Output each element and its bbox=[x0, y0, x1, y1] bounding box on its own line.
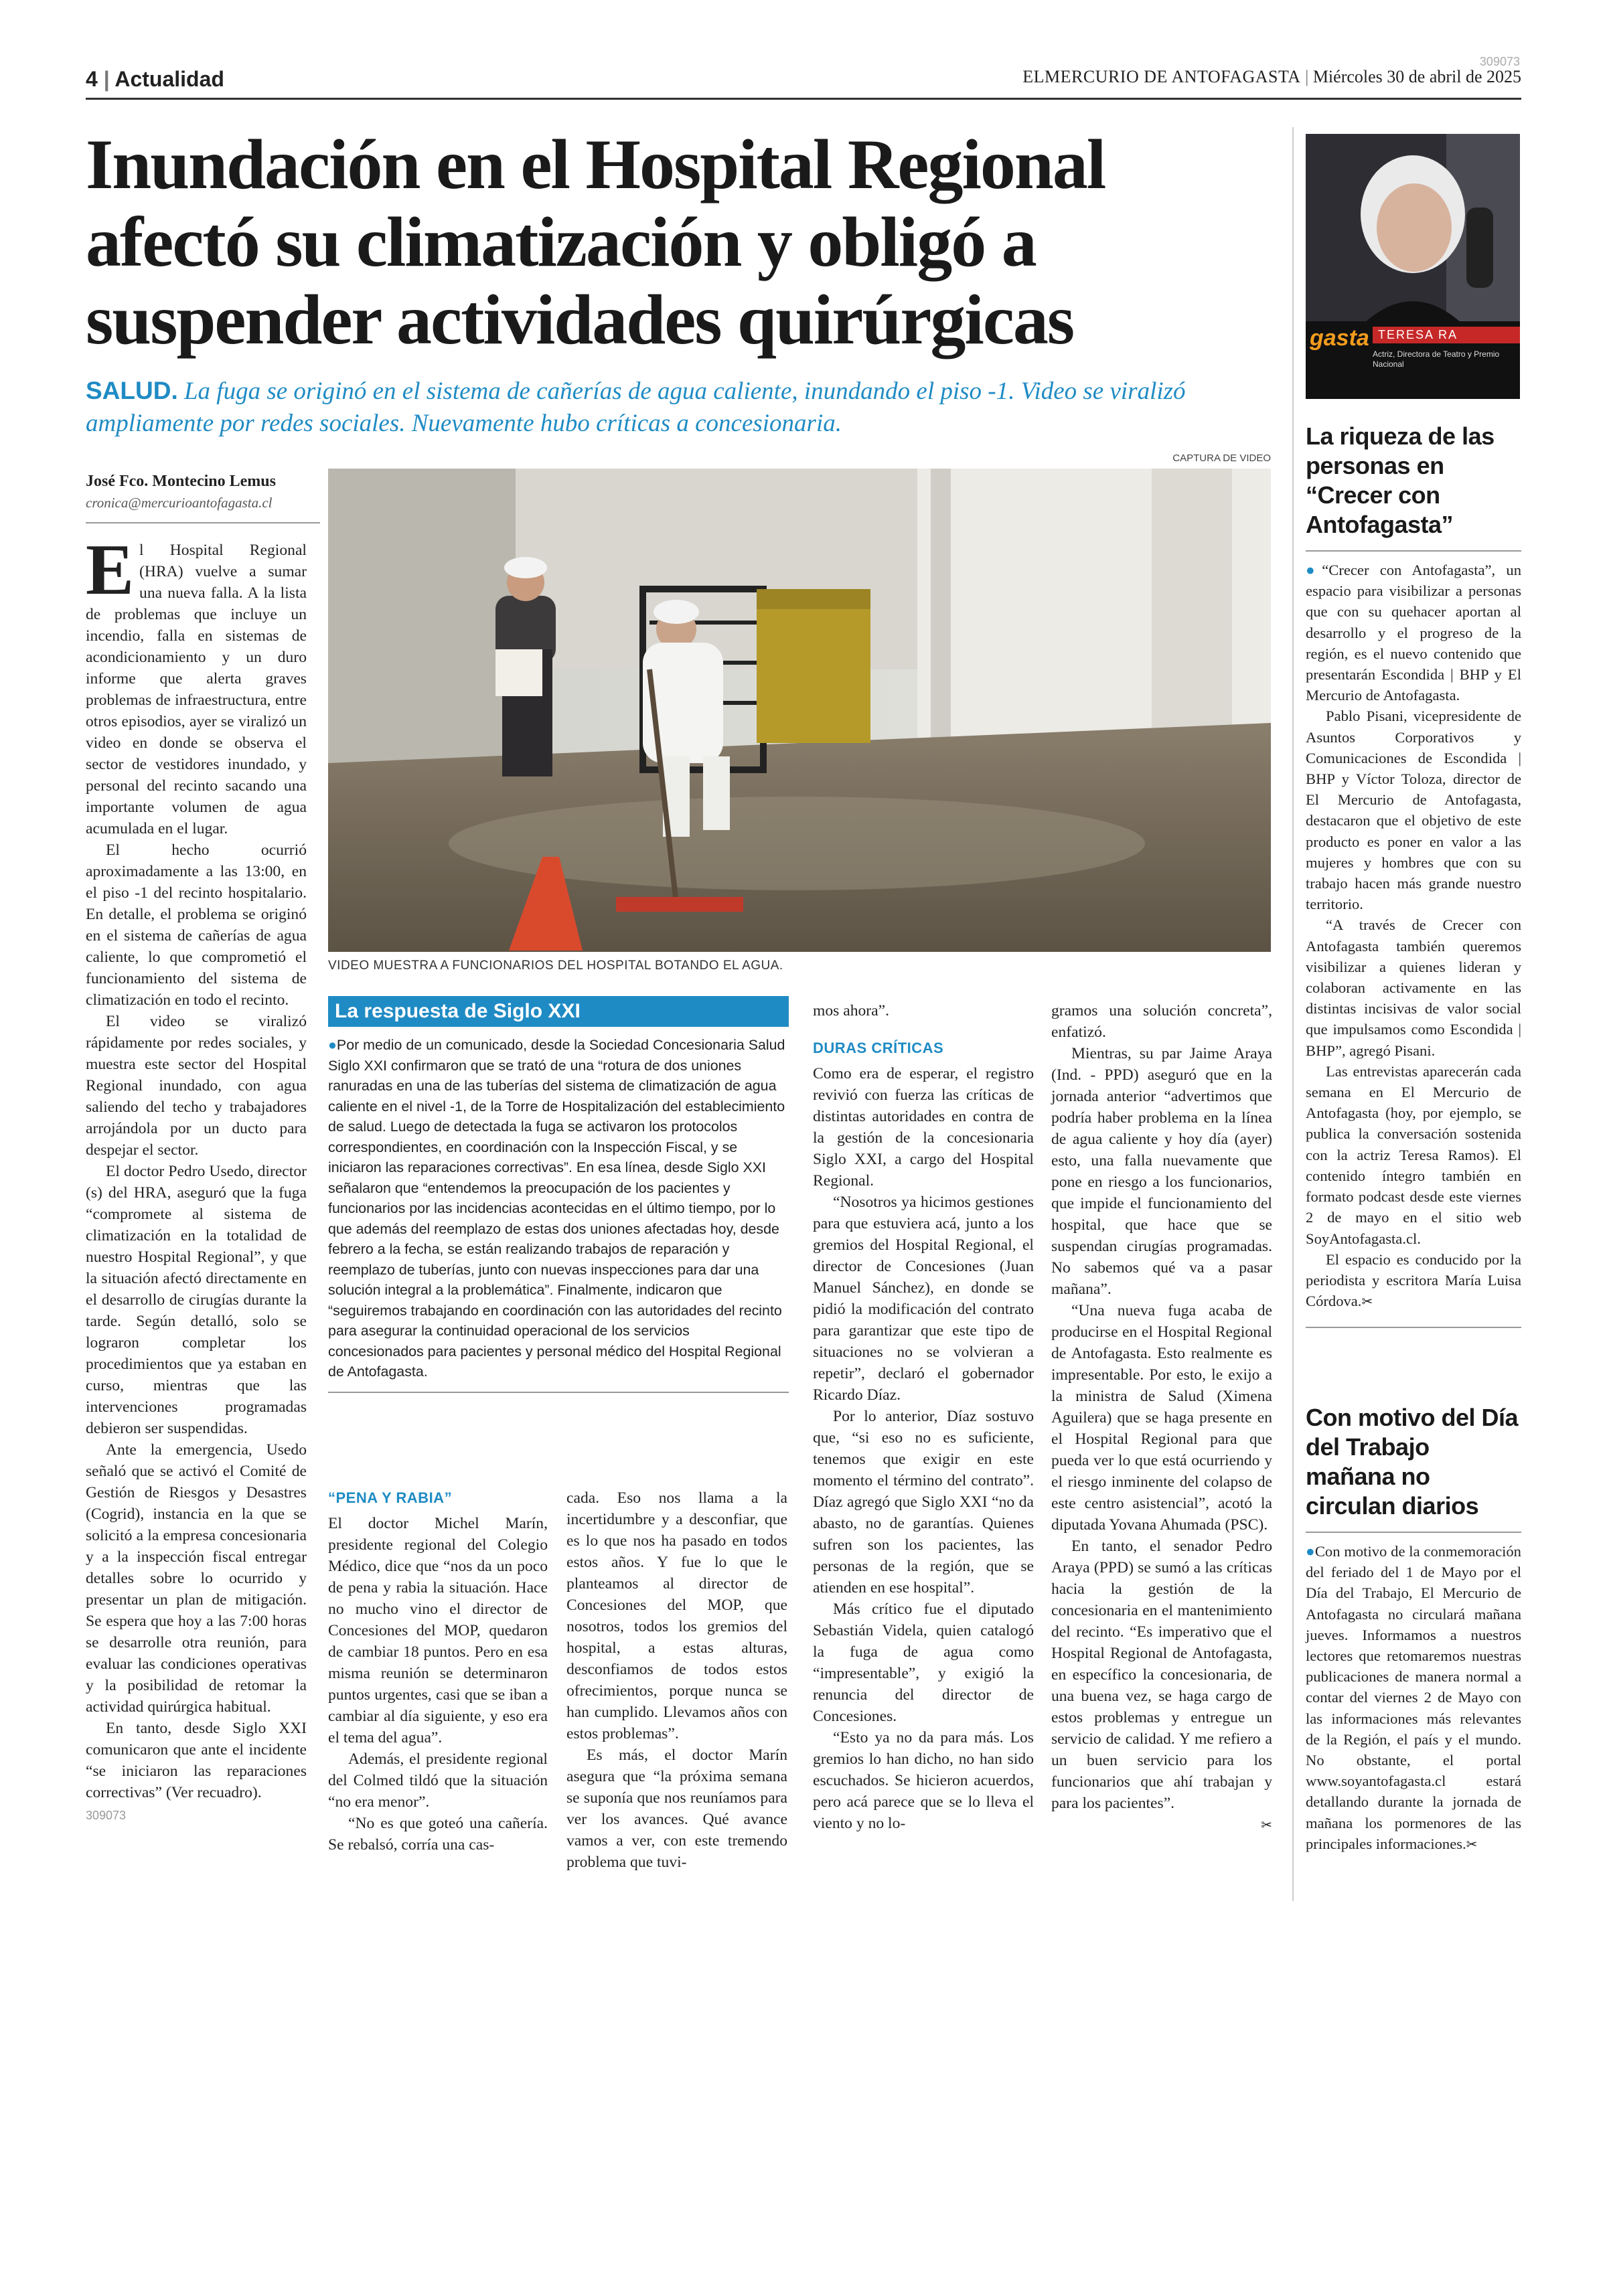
sidebar-story-1-title: La riqueza de las personas en “Crecer con Antofagasta” bbox=[1306, 422, 1495, 538]
promo-portrait bbox=[1306, 134, 1520, 399]
col2-paragraph-1: El doctor Michel Marín, presidente regional del Colegio Médico, dice que “nos da un poco de pena y rabia la situación. Hace no mucho vino el director de Concesiones del MOP, quedaron de cambiar 18 puntos. Pero en esa misma reunión se determinaron puntos urgentes, casi que se iban a cambiar al día siguiente, y eso era el tema del agua”. bbox=[328, 1515, 548, 1746]
end-mark-icon: ✂ bbox=[1261, 1817, 1272, 1833]
col2-paragraph-2: Además, el presidente regional del Colmed tildó que la situación “no era menor”. bbox=[328, 1750, 548, 1811]
page-folio: 4 | Actualidad bbox=[86, 67, 224, 91]
byline-rule bbox=[86, 522, 320, 523]
column-code: 309073 bbox=[86, 1809, 127, 1822]
article-column-1 bbox=[86, 530, 307, 1826]
article-column-5 bbox=[1051, 1000, 1272, 1835]
col1-paragraph-5: Ante la emergencia, Usedo señaló que se activó el Comité de Gestión de Riesgos y Desastres (Cogrid), instancia en la que se solicitó a la empresa concesionaria y a la inspección fiscal entregar detalles sobre lo ocurrido y presentar un plan de mitigación. Se espera que hoy a las 7:00 horas se desarrolle otra reunión, para evaluar las condiciones operativas y la posibilidad de retomar la actividad quirúrgica habitual. bbox=[86, 1441, 307, 1716]
sidebar-story-crecer bbox=[1306, 422, 1521, 1328]
publication-name: ELMERCURIO DE ANTOFAGASTA bbox=[1022, 67, 1301, 86]
section-name: Actualidad bbox=[114, 67, 224, 91]
col1-paragraph-3: El video se viralizó rápidamente por redes sociales, y muestra este sector del Hospital Regional inundado, con agua saliendo del techo y trabajadores arrojándola por un ducto para despejar el sector. bbox=[86, 1013, 307, 1159]
sidebar-story-dia-del-trabajo bbox=[1306, 1403, 1521, 1855]
issue-date: Miércoles 30 de abril de 2025 bbox=[1312, 67, 1521, 86]
col2-paragraph-3: “No es que goteó una cañería. Se rebalsó, corría una cas- bbox=[328, 1815, 548, 1854]
end-mark-icon: ✂ bbox=[1361, 1293, 1373, 1310]
sidebar-story-1-body: ●“Crecer con Antofagasta”, un espacio para visibilizar a personas que con su quehacer aportan al desarrollo y el progreso de la región, es el nuevo contenido que presentarán Escondida | BHP y El Mercurio de Antofagasta. Pablo Pisani, vicepresidente de Asuntos Corporativos y Comunicaciones de Escondida | BHP y Víctor Toloza, director de El Mercurio de Antofagasta, destacaron que el objetivo de este producto es poner en valor a las mujeres y hombres que con su trabajo hacen más grande nuestro territorio. “A través de Crecer con Antofagasta también queremos visibilizar a quienes lideran y colaboran activamente en las distintas incisivas de valor social que impulsamos como Escondida | BHP”, agregó Pisani. Las entrevistas aparecerán cada semana en El Mercurio de Antofagasta (hoy, por ejemplo, se publica la conversación sostenida con la actriz Teresa Ramos). El contenido íntegro también en formato podcast desde este viernes 2 de mayo en el sitio web SoyAntofagasta.cl. El espacio es conducido por la periodista y escritora María Luisa Córdova.✂ bbox=[1306, 562, 1522, 1310]
promo-caption: Actriz, Directora de Teatro y Premio Nacional bbox=[1373, 349, 1500, 369]
box-paragraph: Por medio de un comunicado, desde la Sociedad Concesionaria Salud Siglo XXI confirmaron que se trató de una “rotura de dos uniones ranuradas en una de las tuberías del sistema de climatización de agua caliente en el nivel -1, de la Torre de Hospitalización del establecimiento de salud. Luego de detectada la fuga se activaron los protocolos correspondientes, en coordinación con la Inspección Fiscal, y se iniciaron las reparaciones correctivas”. En esa línea, desde Siglo XXI señalaron que “entendemos la preocupación de los pacientes y funcionarios por las incidencias acontecidas en el último tiempo, por lo que además del reemplazo de estas dos uniones afectadas hoy, desde febrero a la fecha, se están realizando trabajos de reparación y reemplazo de tuberías, junto con nuevas inspecciones para dar una solución integral a la problemática”. Finalmente, indicaron que “seguiremos trabajando en coordinación con las autoridades del recinto para asegurar la continuidad operacional de los servicios concesionados para pacientes y personal médico del Hospital Regional de Antofagasta. bbox=[328, 1037, 785, 1380]
col5-paragraph-3: En tanto, el senador Pedro Araya (PPD) se sumó a las críticas hacia la gestión de la concesionaria en el mantenimiento del recinto. “Es imperativo que el Hospital Regional de Antofagasta, en específico la concesionaria, de una buena vez, se haga cargo de estos problemas y entregue un servicio de calidad. Y me refiero a un buen servicio para los funcionarios que ahí trabajan y para los pacientes”. bbox=[1051, 1538, 1272, 1812]
col5-continuation: gramos una solución concreta”, enfatizó. bbox=[1051, 1002, 1272, 1041]
box-title: La respuesta de Siglo XXI bbox=[328, 996, 789, 1027]
col1-paragraph-6: En tanto, desde Siglo XXI comunicaron que ante el incidente “se iniciaron las reparaciones correctivas” (Ver recuadro). bbox=[86, 1720, 307, 1801]
subhead-pena-y-rabia: “PENA Y RABIA” bbox=[328, 1489, 453, 1506]
col4-paragraph-3: Por lo anterior, Díaz sostuvo que, “si eso no es suficiente, tenemos que exigir en este momento el término del contrato”. Díaz agregó que Siglo XXI “no da abasto, no de garantías. Quienes sufren son los pacientes, las personas de la región, que se atienden en ese hospital”. bbox=[813, 1408, 1034, 1596]
sidebar-divider bbox=[1292, 127, 1294, 1901]
byline: José Fco. Montecino Lemus bbox=[86, 473, 276, 490]
sidebar-story-2-title: Con motivo del Día del Trabajo mañana no circulan diarios bbox=[1306, 1404, 1519, 1520]
deck-text: La fuga se originó en el sistema de cañerías de agua caliente, inundando el piso -1. Video se viralizó ampliamente por redes sociales. Nuevamente hubo críticas a concesionaria. bbox=[86, 378, 1186, 437]
col5-paragraph-1: Mientras, su par Jaime Araya (Ind. - PPD) aseguró que en la jornada anterior “advertimos que podría haber problema en la línea de agua caliente y hoy día (ayer) esto, una falla nuevamente que pone en riesgo a los funcionarios, que impide el funcionamiento del hospital, que hace que se suspendan cirugías programadas. No sabemos qué va a pasar mañana”. bbox=[1051, 1045, 1272, 1298]
col4-paragraph-4: Más crítico fue el diputado Sebastián Videla, quien catalogó la fuga de agua como “impresentable”, y exigió la renuncia del director de Concesiones. bbox=[813, 1601, 1034, 1725]
page-code: 309073 bbox=[1479, 55, 1520, 68]
col1-paragraph-1: l Hospital Regional (HRA) vuelve a sumar una nueva falla. A la lista de problemas que incluye un incendio, falla en sistemas de acondicionamiento y un duro informe que alerta graves problemas de infraestructura, entre otros episodios, ayer se viralizó un video en donde se observa el sector de vestidores inundado, y personal del recinto sacando una importante volumen de agua acumulada en el lugar. bbox=[86, 542, 307, 837]
portrait-image bbox=[1306, 134, 1520, 335]
col4-paragraph-5: “Esto ya no da para más. Los gremios lo han dicho, no han sido escuchados. Se hicieron acuerdos, pero acá parece que se lo lleva el viento y no lo- bbox=[813, 1729, 1034, 1832]
kicker: SALUD. bbox=[86, 377, 178, 404]
drop-cap: E bbox=[86, 530, 135, 610]
deck bbox=[86, 375, 1264, 440]
col1-paragraph-2: El hecho ocurrió aproximadamente a las 13:00, en el piso -1 del recinto hospitalario. En detalle, el problema se originó en el sistema de cañerías de agua caliente, lo que comprometió el funcionamiento del sistema de climatización en todo el recinto. bbox=[86, 841, 307, 1009]
col4-paragraph-1: Como era de esperar, el registro revivió con fuerza las críticas de distintas autoridades en contra de la gestión de la concesionaria Siglo XXI, a cargo del Hospital Regional. bbox=[813, 1065, 1034, 1190]
byline-block bbox=[86, 473, 320, 523]
col4-continuation: mos ahora”. bbox=[813, 1002, 889, 1019]
col3-paragraph-1: cada. Eso nos llama a la incertidumbre y a desconfiar, que es lo que nos ha pasado en todos estos años. Y fue lo que le planteamos al director de Concesiones del MOP, que nosotros, todos los gremios del hospital, a estas alturas, desconfiamos de todos estos ofrecimientos, porque nunca se han cumplido. Llevamos años con estos problemas”. bbox=[566, 1489, 787, 1742]
photo-caption: VIDEO MUESTRA A FUNCIONARIOS DEL HOSPITAL BOTANDO EL AGUA. bbox=[328, 959, 783, 973]
promo-logo: gasta bbox=[1310, 325, 1369, 351]
article-column-2 bbox=[328, 1487, 548, 1856]
col5-paragraph-2: “Una nueva fuga acaba de producirse en el Hospital Regional de Antofagasta. Esto realmente es impresentable. Por esto, le exijo a la ministra de Salud (Ximena Aguilera) que se haga presente en el Hospital Regional para que pueda ver lo que está ocurriendo y el riesgo inminente del colapso de este centro asistencial”, acotó la diputada Yovana Ahumada (PSC). bbox=[1051, 1302, 1272, 1534]
promo-name: TERESA RA bbox=[1373, 327, 1520, 343]
col1-paragraph-4: El doctor Pedro Usedo, director (s) del HRA, aseguró que la fuga “compromete al sistema de climatización en la totalidad de nuestro Hospital Regional”, y que la situación afectó directamente en el desarrollo de cirugías durante la tarde. Según detalló, solo se lograron completar los procedimientos que ya estaban en curso, mientras que las intervenciones programadas debieron ser suspendidas. bbox=[86, 1163, 307, 1437]
col4-paragraph-2: “Nosotros ya hicimos gestiones para que estuviera acá, junto a los gremios del Hospital Regional, el director de Concesiones (Juan Manuel Sánchez), en donde se pidió la modificación del contrato para garantizar que este tipo de situaciones no se volvieran a repetir”, declaró el gobernador Ricardo Díaz. bbox=[813, 1194, 1034, 1404]
col3-paragraph-2: Es más, el doctor Marín asegura que “la próxima semana se suponía que nos reuníamos para ver los avances. Qué avance vamos a ver, con este tremendo problema que tuvi- bbox=[566, 1746, 787, 1871]
box-text: ●Por medio de un comunicado, desde la Sociedad Concesionaria Salud Siglo XXI confirmaron que se trató de una “rotura de dos uniones ranuradas en una de las tuberías del sistema de climatización de agua caliente en el nivel -1, de la Torre de Hospitalización del establecimiento de salud. Luego de detectada la fuga se activaron los protocolos correspondientes, en coordinación con la Inspección Fiscal, y se iniciaron las reparaciones correctivas”. En esa línea, desde Siglo XXI señalaron que “entendemos la preocupación de los pacientes y funcionarios por las incidencias acontecidas en el último tiempo, por lo que además del reemplazo de estas dos uniones afectadas hoy, desde febrero a la fecha, se están realizando trabajos de reparación y reemplazo de tuberías, junto con nuevas inspecciones para dar una solución integral a la problemática”. Finalmente, indicaron que “seguiremos trabajando en coordinación con las autoridades del recinto para asegurar la continuidad operacional de los servicios concesionados para pacientes y personal médico del Hospital Regional de Antofagasta. bbox=[328, 1037, 785, 1380]
headline-line-1: Inundación en el Hospital Regional bbox=[86, 125, 1105, 203]
article-photo bbox=[328, 469, 1271, 952]
page-number: 4 bbox=[86, 67, 98, 91]
author-email: cronica@mercurioantofagasta.cl bbox=[86, 495, 273, 511]
sidebar-story-2-body: ●Con motivo de la conmemoración del feriado del 1 de Mayo por el Día del Trabajo, El Mercurio de Antofagasta no circulará mañana jueves. Informamos a nuestros lectores que retomaremos nuestras publicaciones de manera normal a contar del viernes 2 de Mayo con las informaciones más relevantes de la Región, el país y el mundo. No obstante, el portal www.soyantofagasta.cl estará detallando durante la jornada de mañana los pormenores de las principales informaciones.✂ bbox=[1306, 1543, 1521, 1852]
flooded-corridor-image bbox=[328, 469, 1271, 952]
article-column-3 bbox=[566, 1487, 787, 1873]
headline-line-3: suspender actividades quirúrgicas bbox=[86, 280, 1074, 359]
subhead-duras-criticas: DURAS CRÍTICAS bbox=[813, 1040, 944, 1056]
photo-credit: CAPTURA DE VIDEO bbox=[1172, 453, 1271, 464]
headline bbox=[86, 126, 1291, 359]
box-rule bbox=[328, 1392, 789, 1393]
headline-line-2: afectó su climatización y obligó a bbox=[86, 203, 1036, 281]
article-column-4 bbox=[813, 1000, 1034, 1834]
sidebar-box-siglo-xxi bbox=[328, 996, 789, 1393]
header-rule bbox=[86, 98, 1521, 100]
masthead-line: ELMERCURIO DE ANTOFAGASTA | Miércoles 30 de abril de 2025 bbox=[1022, 67, 1521, 86]
end-mark-icon: ✂ bbox=[1466, 1835, 1478, 1852]
